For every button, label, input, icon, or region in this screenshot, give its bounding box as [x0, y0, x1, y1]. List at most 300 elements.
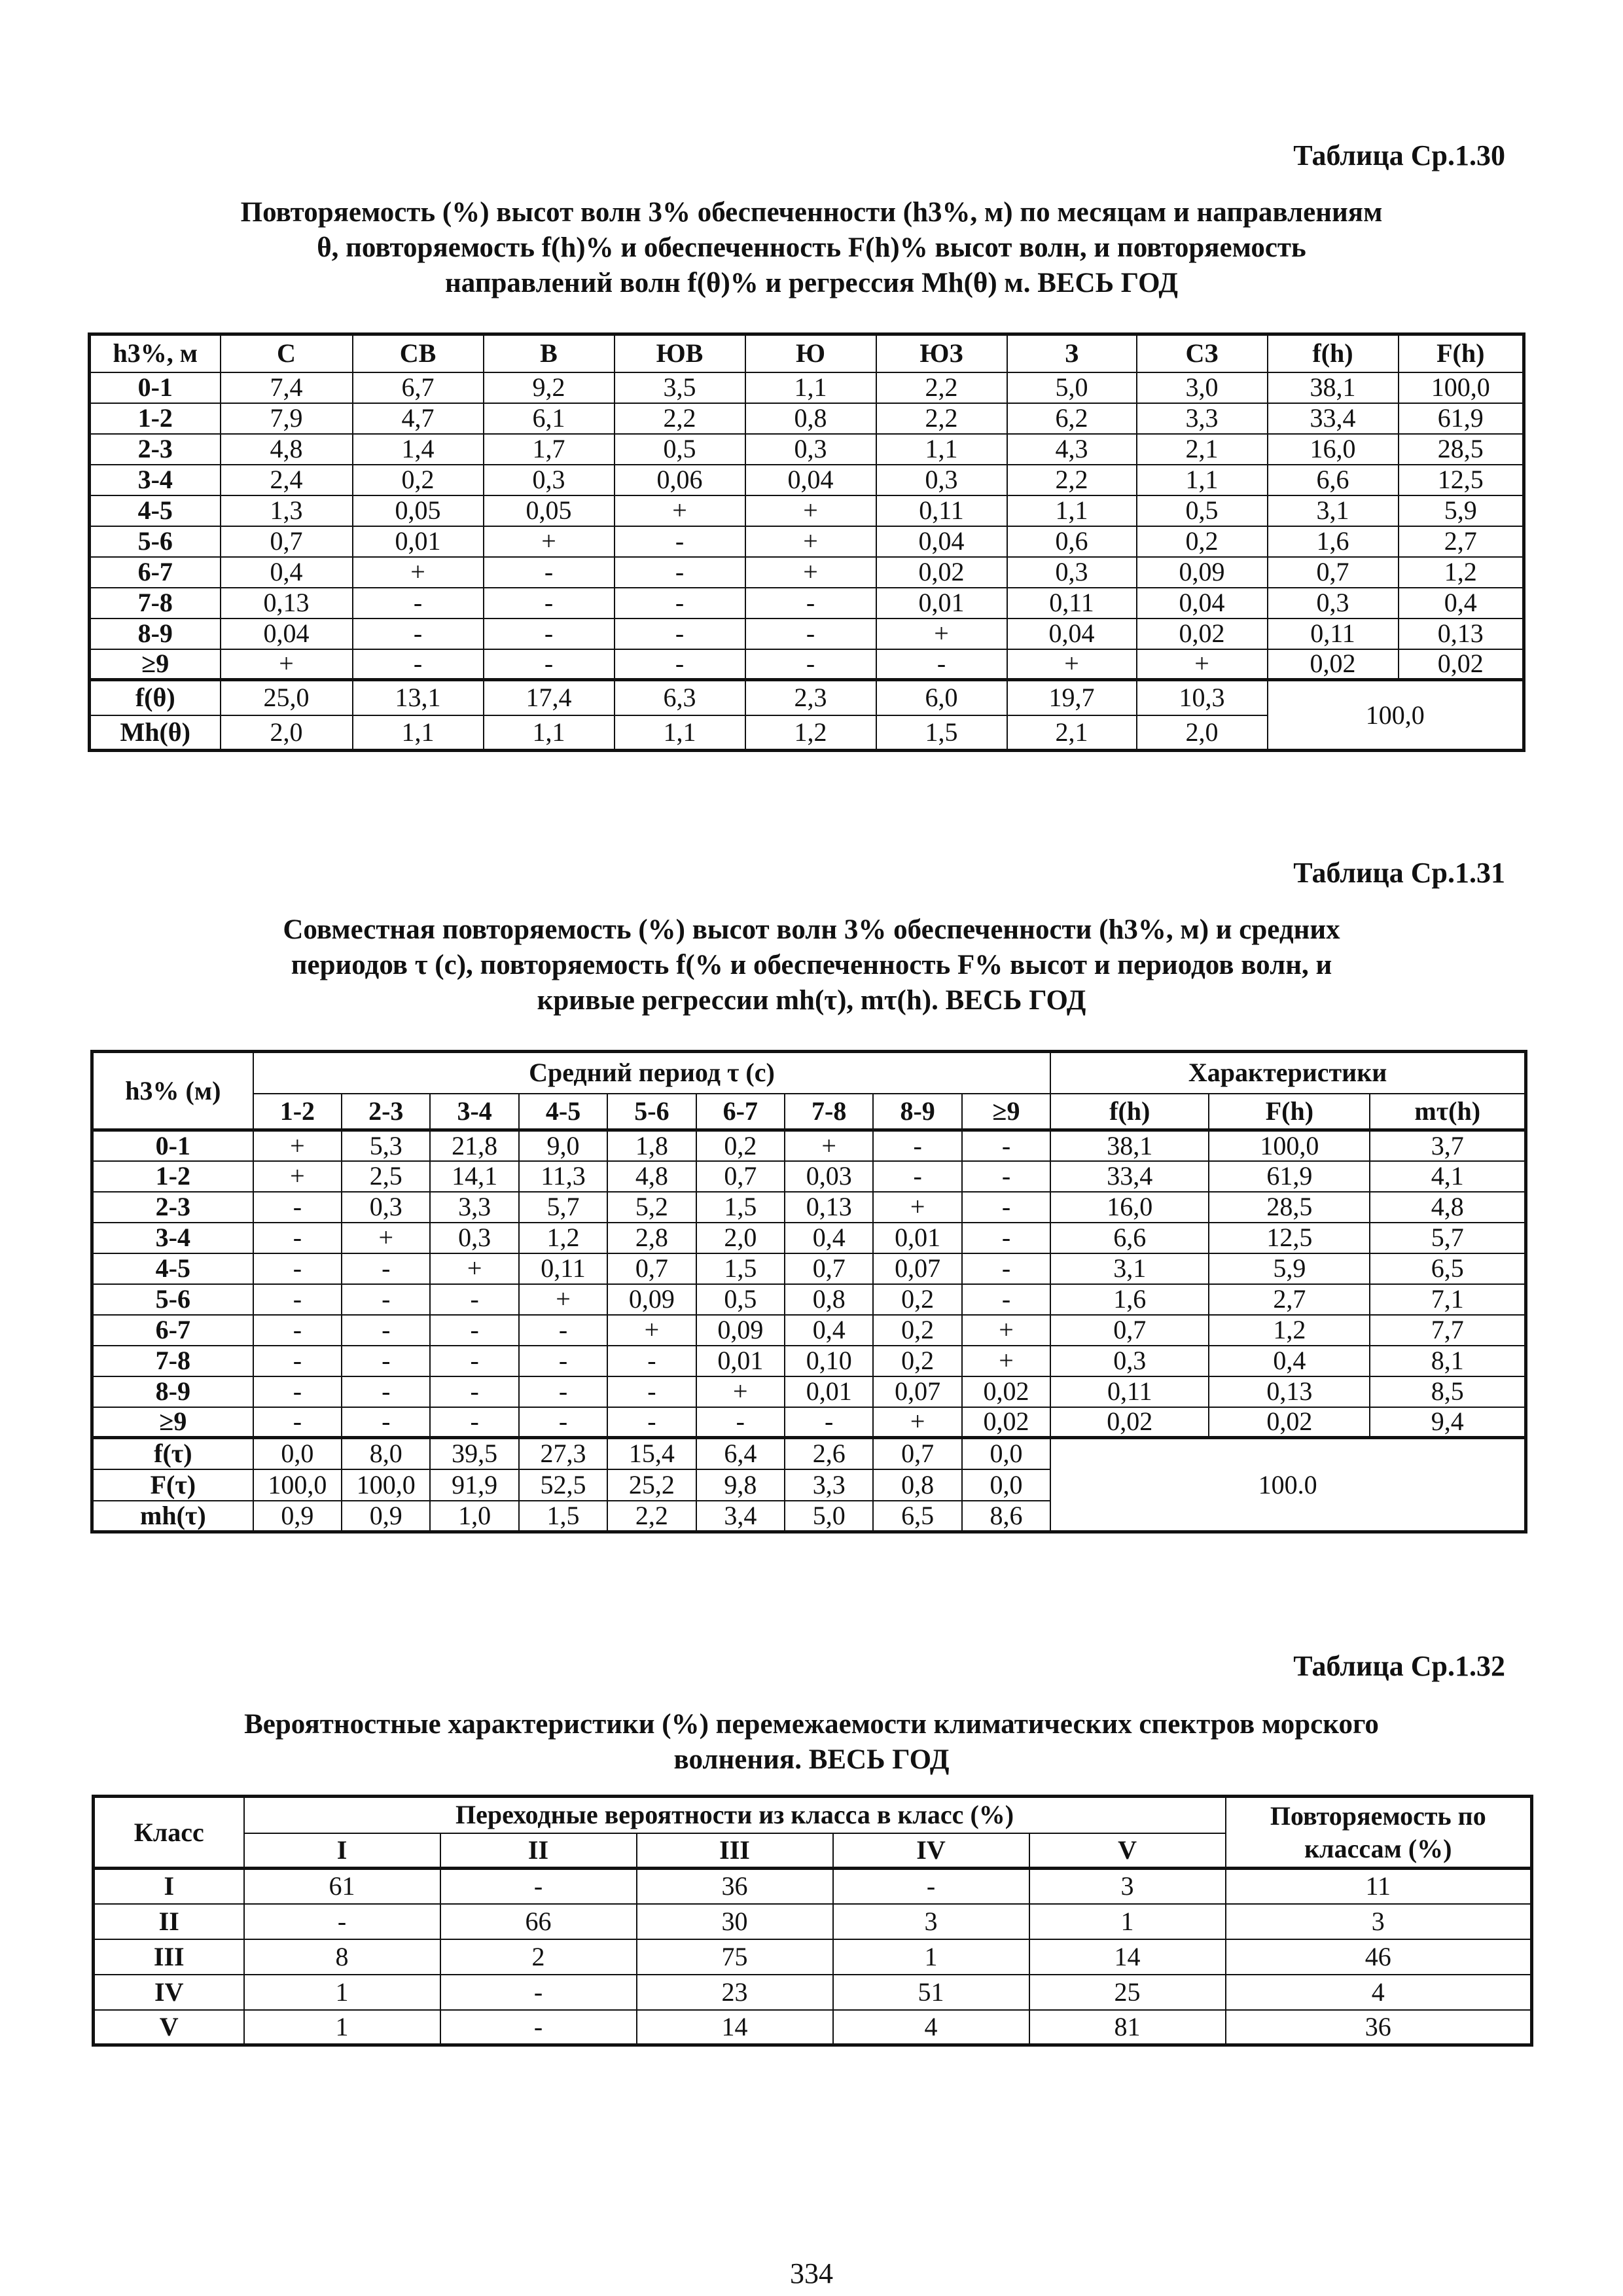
table-cell: -: [519, 1376, 607, 1407]
table-cell: -: [430, 1315, 518, 1346]
table-cell: -: [615, 588, 745, 619]
table-cell: 9,0: [519, 1130, 607, 1161]
row-header: Mh(θ): [90, 715, 221, 751]
table-cell: 3: [1029, 1869, 1226, 1904]
table-cell: -: [607, 1407, 696, 1438]
table-cell: 0,01: [785, 1376, 873, 1407]
table-cell: 0,03: [785, 1161, 873, 1192]
table-cell: 0,5: [696, 1284, 785, 1315]
table-cell: -: [253, 1407, 342, 1438]
table-cell: 0,06: [615, 465, 745, 495]
table-cell: 2,0: [1137, 715, 1268, 751]
table-cell: 0,7: [1268, 557, 1399, 588]
table-cell: 2,2: [876, 372, 1007, 403]
table-cell: 0,02: [962, 1376, 1050, 1407]
table-cell: +: [607, 1315, 696, 1346]
table-cell: 36: [1226, 2010, 1532, 2045]
total-cell: 100,0: [1268, 680, 1524, 751]
table-cell: +: [519, 1284, 607, 1315]
table-cell: 0,13: [1209, 1376, 1370, 1407]
table-cell: 6,5: [1370, 1253, 1525, 1284]
table-cell: 1,3: [221, 495, 353, 526]
column-header: СВ: [353, 334, 484, 372]
table-cell: 100,0: [1399, 372, 1524, 403]
table-cell: 1,1: [615, 715, 745, 751]
table-cell: -: [962, 1161, 1050, 1192]
page-number: 334: [790, 2257, 833, 2289]
table-cell: -: [962, 1284, 1050, 1315]
row-header: mh(τ): [92, 1501, 253, 1532]
table-cell: 52,5: [519, 1469, 607, 1501]
table-cell: +: [785, 1130, 873, 1161]
table-row: [92, 1161, 1526, 1192]
table-cell: 0,01: [873, 1223, 961, 1253]
column-header: С: [221, 334, 353, 372]
table-cell: 13,1: [353, 680, 484, 715]
column-header: Ю: [745, 334, 876, 372]
table-30: [88, 332, 1525, 752]
table-cell: 36: [637, 1869, 833, 1904]
table-cell: 5,9: [1399, 495, 1524, 526]
table-cell: 9,8: [696, 1469, 785, 1501]
period-header: 2-3: [342, 1094, 430, 1130]
table-cell: -: [342, 1284, 430, 1315]
table-row: [92, 1253, 1526, 1284]
table-cell: 0,13: [785, 1192, 873, 1223]
table-cell: 12,5: [1209, 1223, 1370, 1253]
table-cell: 0,3: [1050, 1346, 1209, 1376]
table-cell: +: [615, 495, 745, 526]
table-row: [90, 372, 1524, 403]
class-header: I: [244, 1833, 440, 1869]
table-cell: 100,0: [342, 1469, 430, 1501]
class-header: III: [637, 1833, 833, 1869]
table-cell: 1,2: [745, 715, 876, 751]
table-cell: 12,5: [1399, 465, 1524, 495]
row-header: V: [94, 2010, 244, 2045]
row-header: f(τ): [92, 1438, 253, 1469]
period-group-header: Средний период τ (с): [253, 1052, 1051, 1094]
table-cell: 7,7: [1370, 1315, 1525, 1346]
table-cell: 6,0: [876, 680, 1007, 715]
table-cell: 0,9: [342, 1501, 430, 1532]
table-cell: 1,2: [1399, 557, 1524, 588]
table-cell: 61: [244, 1869, 440, 1904]
table-cell: 46: [1226, 1939, 1532, 1975]
table-cell: 1,5: [696, 1192, 785, 1223]
column-header: ЮЗ: [876, 334, 1007, 372]
table-cell: 4,1: [1370, 1161, 1525, 1192]
table-cell: 81: [1029, 2010, 1226, 2045]
table-cell: +: [253, 1130, 342, 1161]
table-cell: 0,7: [873, 1438, 961, 1469]
table-cell: 3,5: [615, 372, 745, 403]
table-cell: 1: [244, 1975, 440, 2010]
table-cell: 39,5: [430, 1438, 518, 1469]
table-cell: 2,0: [221, 715, 353, 751]
table-cell: 8,6: [962, 1501, 1050, 1532]
table-cell: 8,0: [342, 1438, 430, 1469]
table-31-corner: h3% (м): [92, 1052, 253, 1130]
table-cell: -: [745, 649, 876, 680]
table-cell: 9,4: [1370, 1407, 1525, 1438]
table-cell: -: [253, 1284, 342, 1315]
table-cell: 7,9: [221, 403, 353, 434]
caption-line: кривые регрессии mh(τ), mτ(h). ВЕСЬ ГОД: [537, 985, 1086, 1016]
table-cell: -: [440, 1975, 637, 2010]
table-cell: 1: [833, 1939, 1029, 1975]
table-cell: 1,1: [1137, 465, 1268, 495]
table-cell: 1,7: [484, 434, 615, 465]
caption-line: Повторяемость (%) высот волн 3% обеспеченности (h3%, м) по месяцам и направлениям: [240, 197, 1383, 228]
table-cell: +: [745, 495, 876, 526]
period-header: 7-8: [785, 1094, 873, 1130]
table-cell: 0,7: [1050, 1315, 1209, 1346]
table-cell: -: [607, 1346, 696, 1376]
table-cell: 3,3: [430, 1192, 518, 1223]
table-cell: 28,5: [1209, 1192, 1370, 1223]
table-cell: -: [873, 1130, 961, 1161]
table-cell: 0,3: [876, 465, 1007, 495]
table-cell: 1,1: [1007, 495, 1137, 526]
caption-line: Совместная повторяемость (%) высот волн 3% обеспеченности (h3%, м) и средних: [283, 914, 1340, 945]
table-cell: 27,3: [519, 1438, 607, 1469]
table-cell: 3,3: [785, 1469, 873, 1501]
table-cell: -: [342, 1315, 430, 1346]
table-row: [94, 1975, 1532, 2010]
characteristic-header: mτ(h): [1370, 1094, 1525, 1130]
table-cell: -: [244, 1904, 440, 1939]
table-cell: 0,3: [484, 465, 615, 495]
table-cell: 7,1: [1370, 1284, 1525, 1315]
row-header: 7-8: [92, 1346, 253, 1376]
table-cell: -: [615, 619, 745, 649]
table-cell: 0,2: [873, 1284, 961, 1315]
period-header: 4-5: [519, 1094, 607, 1130]
table-cell: 0,2: [696, 1130, 785, 1161]
row-header: 1-2: [92, 1161, 253, 1192]
table-cell: 0,3: [342, 1192, 430, 1223]
table-cell: -: [342, 1376, 430, 1407]
table-cell: 11,3: [519, 1161, 607, 1192]
table-cell: 0,11: [1007, 588, 1137, 619]
table-cell: 14: [637, 2010, 833, 2045]
table-cell: 0,0: [253, 1438, 342, 1469]
table-cell: -: [430, 1407, 518, 1438]
table-cell: 9,2: [484, 372, 615, 403]
characteristic-header: f(h): [1050, 1094, 1209, 1130]
table-cell: -: [253, 1253, 342, 1284]
table-row: [92, 1284, 1526, 1315]
table-cell: 2,2: [876, 403, 1007, 434]
table-row: [90, 588, 1524, 619]
table-cell: 30: [637, 1904, 833, 1939]
table-cell: 2,8: [607, 1223, 696, 1253]
table-cell: 0,01: [876, 588, 1007, 619]
table-cell: 2,2: [607, 1501, 696, 1532]
table-cell: 0,5: [1137, 495, 1268, 526]
table-cell: 0,2: [873, 1346, 961, 1376]
table-cell: 0,04: [876, 526, 1007, 557]
table-row: [94, 1904, 1532, 1939]
table-cell: 0,9: [253, 1501, 342, 1532]
table-row: [94, 2010, 1532, 2045]
table-cell: 0,4: [785, 1315, 873, 1346]
table-cell: 0,11: [876, 495, 1007, 526]
row-header: 1-2: [90, 403, 221, 434]
table-cell: 1,4: [353, 434, 484, 465]
table-cell: 4,8: [221, 434, 353, 465]
table-cell: 6,1: [484, 403, 615, 434]
table-cell: -: [696, 1407, 785, 1438]
table-cell: 3: [833, 1904, 1029, 1939]
table-cell: +: [484, 526, 615, 557]
table-cell: 6,3: [615, 680, 745, 715]
table-cell: 14,1: [430, 1161, 518, 1192]
table-cell: 5,7: [1370, 1223, 1525, 1253]
table-cell: +: [221, 649, 353, 680]
table-cell: 5,2: [607, 1192, 696, 1223]
table-cell: 0,01: [696, 1346, 785, 1376]
table-cell: 4: [1226, 1975, 1532, 2010]
table-cell: 0,10: [785, 1346, 873, 1376]
table-row: [92, 1407, 1526, 1438]
table-cell: 16,0: [1268, 434, 1399, 465]
table-cell: -: [876, 649, 1007, 680]
table-cell: 1,2: [1209, 1315, 1370, 1346]
column-header: З: [1007, 334, 1137, 372]
table-cell: 0,13: [221, 588, 353, 619]
table-cell: 14: [1029, 1939, 1226, 1975]
column-header: СЗ: [1137, 334, 1268, 372]
table-cell: -: [519, 1315, 607, 1346]
table-cell: 17,4: [484, 680, 615, 715]
column-header: f(h): [1268, 334, 1399, 372]
table-cell: 61,9: [1209, 1161, 1370, 1192]
row-header: 5-6: [90, 526, 221, 557]
table-cell: 19,7: [1007, 680, 1137, 715]
caption-line: направлений волн f(θ)% и регрессия Mh(θ) м. ВЕСЬ ГОД: [445, 268, 1178, 298]
table-cell: -: [833, 1869, 1029, 1904]
table-cell: 2,2: [1007, 465, 1137, 495]
table-row: [92, 1438, 1526, 1469]
table-cell: 0,04: [1007, 619, 1137, 649]
table-cell: +: [353, 557, 484, 588]
table-cell: 7,4: [221, 372, 353, 403]
table-31-label: Таблица Ср.1.31: [1293, 857, 1505, 889]
table-cell: 0,09: [607, 1284, 696, 1315]
table-cell: 0,04: [1137, 588, 1268, 619]
table-cell: -: [342, 1346, 430, 1376]
table-cell: 6,6: [1268, 465, 1399, 495]
period-header: 5-6: [607, 1094, 696, 1130]
table-cell: 0,07: [873, 1376, 961, 1407]
table-cell: 0,02: [1268, 649, 1399, 680]
table-cell: 0,4: [1399, 588, 1524, 619]
table-cell: +: [873, 1192, 961, 1223]
table-cell: 0,4: [785, 1223, 873, 1253]
table-cell: 0,04: [221, 619, 353, 649]
row-header: F(τ): [92, 1469, 253, 1501]
table-cell: 15,4: [607, 1438, 696, 1469]
period-header: 8-9: [873, 1094, 961, 1130]
table-row: [92, 1376, 1526, 1407]
table-cell: -: [253, 1346, 342, 1376]
table-cell: 4,8: [607, 1161, 696, 1192]
table-cell: 0,13: [1399, 619, 1524, 649]
table-cell: 100,0: [253, 1469, 342, 1501]
table-cell: 91,9: [430, 1469, 518, 1501]
table-cell: -: [430, 1346, 518, 1376]
characteristic-header: F(h): [1209, 1094, 1370, 1130]
table-cell: 5,0: [1007, 372, 1137, 403]
table-cell: 0,3: [1268, 588, 1399, 619]
row-header: III: [94, 1939, 244, 1975]
table-cell: 0,04: [745, 465, 876, 495]
table-cell: -: [962, 1223, 1050, 1253]
table-cell: 5,9: [1209, 1253, 1370, 1284]
class-header: IV: [833, 1833, 1029, 1869]
table-cell: -: [484, 649, 615, 680]
table-cell: 11: [1226, 1869, 1532, 1904]
table-cell: -: [440, 2010, 637, 2045]
period-header: 6-7: [696, 1094, 785, 1130]
table-cell: 0,2: [873, 1315, 961, 1346]
table-cell: -: [519, 1407, 607, 1438]
table-cell: 1,0: [430, 1501, 518, 1532]
row-header: 4-5: [92, 1253, 253, 1284]
table-cell: 5,3: [342, 1130, 430, 1161]
table-cell: +: [745, 526, 876, 557]
table-row: [92, 1223, 1526, 1253]
table-cell: -: [519, 1346, 607, 1376]
table-cell: 0,3: [1007, 557, 1137, 588]
table-row: [90, 495, 1524, 526]
table-cell: 1,1: [876, 434, 1007, 465]
column-header: F(h): [1399, 334, 1524, 372]
row-header: 2-3: [90, 434, 221, 465]
table-cell: 2,0: [696, 1223, 785, 1253]
table-cell: 8: [244, 1939, 440, 1975]
table-cell: 66: [440, 1904, 637, 1939]
table-cell: 16,0: [1050, 1192, 1209, 1223]
table-cell: 0,6: [1007, 526, 1137, 557]
table-cell: 1,6: [1050, 1284, 1209, 1315]
table-cell: 1,1: [353, 715, 484, 751]
row-header: f(θ): [90, 680, 221, 715]
table-cell: +: [696, 1376, 785, 1407]
table-cell: -: [484, 557, 615, 588]
table-cell: -: [484, 619, 615, 649]
table-cell: -: [962, 1130, 1050, 1161]
table-30-label: Таблица Ср.1.30: [1293, 139, 1505, 171]
table-cell: 1: [244, 2010, 440, 2045]
table-cell: 25,0: [221, 680, 353, 715]
table-cell: 0,02: [962, 1407, 1050, 1438]
table-cell: 0,7: [696, 1161, 785, 1192]
table-32-label: Таблица Ср.1.32: [1293, 1650, 1505, 1682]
table-cell: 0,4: [1209, 1346, 1370, 1376]
table-cell: 3,1: [1050, 1253, 1209, 1284]
caption-line: Вероятностные характеристики (%) перемежаемости климатических спектров морского: [244, 1709, 1379, 1740]
table-cell: 0,4: [221, 557, 353, 588]
table-cell: 2,4: [221, 465, 353, 495]
table-cell: +: [962, 1315, 1050, 1346]
table-row: [90, 526, 1524, 557]
table-cell: -: [607, 1376, 696, 1407]
table-cell: 2,1: [1137, 434, 1268, 465]
table-cell: -: [440, 1869, 637, 1904]
table-cell: 6,5: [873, 1501, 961, 1532]
table-cell: 8,1: [1370, 1346, 1525, 1376]
table-cell: 25,2: [607, 1469, 696, 1501]
table-cell: 0,3: [745, 434, 876, 465]
total-cell: 100.0: [1050, 1438, 1525, 1532]
period-header: ≥9: [962, 1094, 1050, 1130]
table-cell: 0,05: [484, 495, 615, 526]
table-cell: 5,7: [519, 1192, 607, 1223]
class-header: V: [1029, 1833, 1226, 1869]
table-cell: 3,0: [1137, 372, 1268, 403]
row-header: 3-4: [90, 465, 221, 495]
table-cell: 2,1: [1007, 715, 1137, 751]
table-row: [90, 434, 1524, 465]
table-cell: 4: [833, 2010, 1029, 2045]
table-cell: -: [615, 526, 745, 557]
table-cell: 0,11: [1268, 619, 1399, 649]
table-cell: 3,7: [1370, 1130, 1525, 1161]
row-header: ≥9: [90, 649, 221, 680]
row-header: 0-1: [90, 372, 221, 403]
table-31: [90, 1050, 1527, 1534]
table-cell: -: [253, 1192, 342, 1223]
table-cell: 75: [637, 1939, 833, 1975]
column-header: ЮВ: [615, 334, 745, 372]
period-header: 3-4: [430, 1094, 518, 1130]
table-cell: 33,4: [1050, 1161, 1209, 1192]
table-row: [92, 1346, 1526, 1376]
table-row: [94, 1939, 1532, 1975]
table-cell: 3,1: [1268, 495, 1399, 526]
caption-line: волнения. ВЕСЬ ГОД: [673, 1744, 950, 1775]
table-cell: 8,5: [1370, 1376, 1525, 1407]
table-cell: 0,01: [353, 526, 484, 557]
table-cell: 1,5: [876, 715, 1007, 751]
table-cell: 28,5: [1399, 434, 1524, 465]
frequency-header: Повторяемость по классам (%): [1226, 1797, 1532, 1869]
table-cell: 6,7: [353, 372, 484, 403]
period-header: 1-2: [253, 1094, 342, 1130]
table-32: [92, 1795, 1533, 2047]
table-cell: +: [745, 557, 876, 588]
table-cell: 1,5: [519, 1501, 607, 1532]
table-cell: 0,0: [962, 1438, 1050, 1469]
table-cell: 4,3: [1007, 434, 1137, 465]
table-cell: -: [430, 1284, 518, 1315]
table-cell: +: [873, 1407, 961, 1438]
table-cell: 1,6: [1268, 526, 1399, 557]
table-cell: 23: [637, 1975, 833, 2010]
table-cell: 2,6: [785, 1438, 873, 1469]
table-cell: -: [430, 1376, 518, 1407]
table-row: [90, 680, 1524, 715]
table-cell: 0,05: [353, 495, 484, 526]
table-cell: 100,0: [1209, 1130, 1370, 1161]
table-cell: -: [342, 1407, 430, 1438]
row-header: IV: [94, 1975, 244, 2010]
table-cell: 10,3: [1137, 680, 1268, 715]
table-cell: 0,8: [745, 403, 876, 434]
